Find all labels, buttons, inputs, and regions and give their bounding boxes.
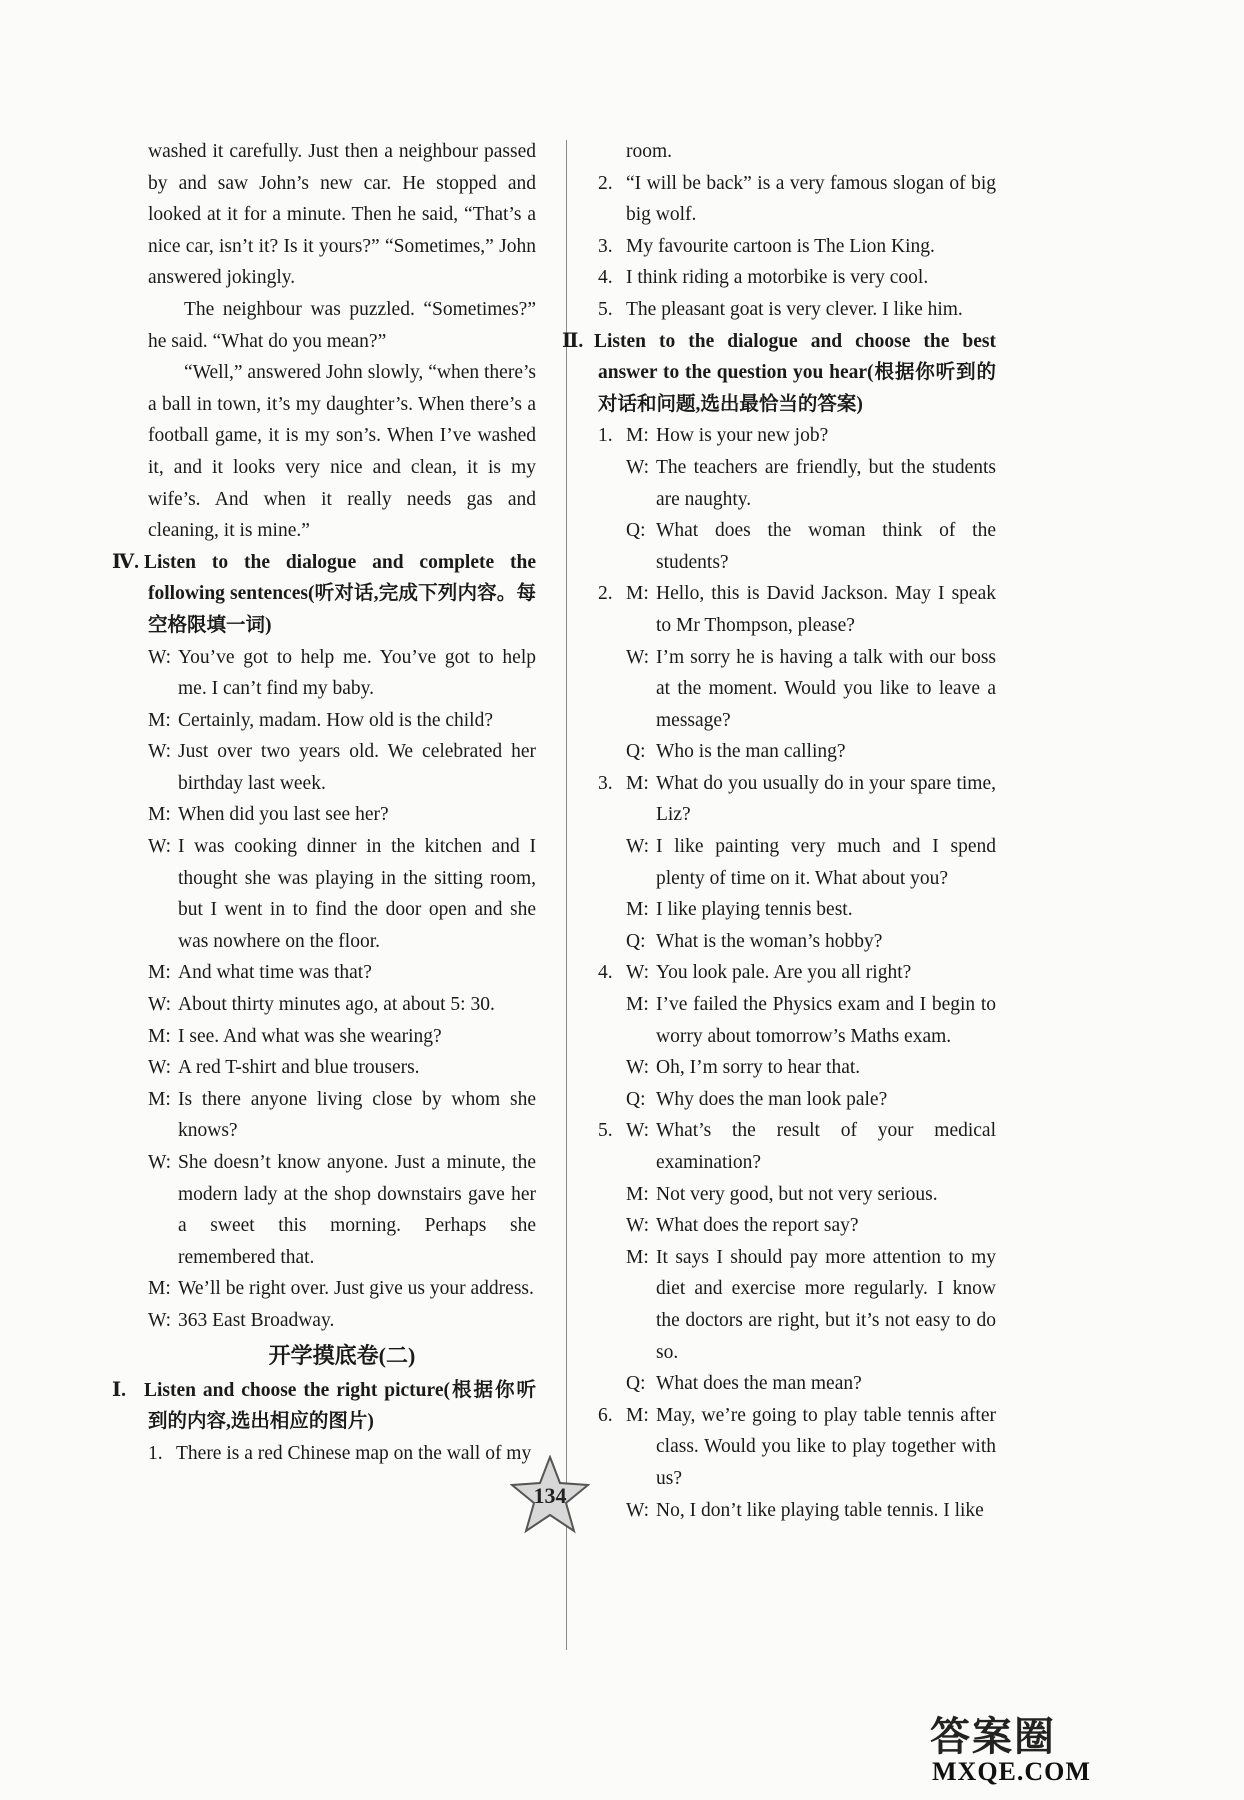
dialogue-line	[598, 515, 996, 578]
speaker-label: M:	[626, 1404, 649, 1426]
dialogue-text: Not very good, but not very serious.	[656, 1183, 938, 1205]
dialogue-line	[598, 420, 996, 452]
dialogue-text: About thirty minutes ago, at about 5: 30.	[178, 994, 495, 1016]
section-4-heading	[112, 547, 536, 642]
dialogue-text: I’ve failed the Physics exam and I begin to worry about tomorrow’s Maths exam.	[656, 994, 996, 1047]
speaker-label: M:	[626, 425, 649, 447]
page-number: 134	[533, 1483, 567, 1508]
speaker-label: W:	[626, 1215, 650, 1237]
dialogue-question	[598, 578, 996, 768]
dialogue-line	[598, 1210, 996, 1242]
speaker-label: W:	[148, 836, 172, 858]
speaker-label: W:	[148, 1057, 172, 1079]
question-number	[598, 989, 626, 1052]
question-number	[598, 1242, 626, 1368]
item-number: 5.	[598, 298, 613, 320]
dialogue-line	[598, 1400, 996, 1495]
dialogue-line	[598, 1115, 996, 1178]
dialogue-text: When did you last see her?	[178, 804, 389, 826]
dialogue-text: What does the man mean?	[656, 1373, 862, 1395]
speaker-label: W:	[626, 962, 650, 984]
section-2-number: Ⅱ.	[562, 330, 584, 352]
section-1-item-1	[148, 1438, 536, 1470]
dialogue-line	[598, 894, 996, 926]
question-number	[598, 926, 626, 958]
speaker-label: W:	[148, 1152, 172, 1173]
dialogue-text: Oh, I’m sorry to hear that.	[656, 1057, 861, 1079]
question-number: 3.	[598, 772, 613, 794]
dialogue-question	[598, 768, 996, 958]
question-number: 2.	[598, 583, 613, 605]
dialogue-line	[148, 989, 536, 1021]
dialogue-line	[598, 957, 996, 989]
speaker-label: M:	[626, 899, 649, 921]
dialogue-line	[598, 1084, 996, 1116]
speaker-label: W:	[626, 456, 650, 478]
speaker-label: W:	[626, 1057, 650, 1079]
right-column	[562, 136, 996, 1526]
question-number: 5.	[598, 1120, 613, 1142]
dialogue-text: What do you usually do in your spare time, Liz?	[656, 772, 996, 826]
question-number	[598, 894, 626, 926]
item-text: There is a red Chinese map on the wall of my	[176, 1442, 532, 1464]
question-number	[598, 736, 626, 768]
dialogue-line	[148, 1084, 536, 1147]
dialogue-text: I like playing tennis best.	[656, 899, 853, 921]
question-number: 1.	[598, 425, 613, 447]
section-1-item	[598, 168, 996, 231]
page-number-badge	[510, 1455, 590, 1535]
speaker-label: M:	[626, 1246, 649, 1268]
speaker-label: W:	[148, 994, 172, 1016]
dialogue-line	[148, 957, 536, 989]
dialogue-text: A red T-shirt and blue trousers.	[178, 1057, 420, 1079]
dialogue-line	[148, 642, 536, 705]
dialogue-text: Just over two years old. We celebrated her birthday last week.	[178, 741, 536, 794]
dialogue-text: What’s the result of your medical examination?	[656, 1120, 996, 1173]
watermark	[930, 1705, 1091, 1795]
question-number	[598, 1052, 626, 1084]
speaker-label: W:	[626, 1499, 650, 1521]
question-number	[598, 831, 626, 894]
section-1-heading	[112, 1375, 536, 1438]
section-4-dialogue	[148, 642, 536, 1337]
dialogue-text: The teachers are friendly, but the students are naughty.	[656, 456, 996, 510]
section-4-number: Ⅳ.	[112, 551, 140, 573]
dialogue-text: What does the report say?	[656, 1215, 859, 1237]
dialogue-line	[148, 705, 536, 737]
speaker-label: W:	[626, 646, 650, 668]
item-text: The pleasant goat is very clever. I like him.	[626, 298, 963, 320]
dialogue-line	[148, 1021, 536, 1053]
section-1-item	[598, 262, 996, 294]
dialogue-line	[148, 736, 536, 799]
item-number: 2.	[598, 172, 613, 194]
question-number	[598, 452, 626, 515]
dialogue-line	[148, 799, 536, 831]
story-paragraph-3: “Well,” answered John slowly, “when there’s a ball in town, it’s my daughter’s. When there’s a football game, it is my son’s. When I’ve washed it, and it looks very nice and clean, it is my wife’s. And when it really needs gas and cleaning, it is mine.”	[148, 362, 536, 542]
item-number: 3.	[598, 235, 613, 257]
speaker-label: W:	[148, 741, 172, 763]
column-divider	[566, 140, 567, 1650]
dialogue-question	[598, 420, 996, 578]
speaker-label: Q:	[626, 741, 646, 763]
speaker-label: M:	[148, 962, 171, 984]
dialogue-line	[598, 578, 996, 641]
speaker-label: M:	[626, 1183, 649, 1205]
question-number: 6.	[598, 1404, 613, 1426]
watermark-line-1: 答案圈	[930, 1714, 1056, 1759]
paper-title: 开学摸底卷(二)	[268, 1342, 416, 1368]
speaker-label: M:	[148, 1088, 171, 1110]
speaker-label: Q:	[626, 1373, 646, 1395]
section-2-dialogues	[598, 420, 996, 1526]
dialogue-line	[598, 1368, 996, 1400]
item-text: I think riding a motorbike is very cool.	[626, 267, 929, 289]
speaker-label: M:	[148, 804, 171, 826]
dialogue-line	[598, 736, 996, 768]
dialogue-text: I’m sorry he is having a talk with our boss at the moment. Would you like to leave a message?	[656, 646, 996, 731]
dialogue-line	[148, 1147, 536, 1273]
section-2-title: Listen to the dialogue and choose the best answer to the question you hear(根据你听到的对话和问题,选出最恰当的答案)	[594, 330, 996, 415]
dialogue-line	[598, 926, 996, 958]
dialogue-line	[148, 1273, 536, 1305]
dialogue-line	[598, 1242, 996, 1368]
speaker-label: M:	[148, 1025, 171, 1047]
dialogue-line	[148, 831, 536, 957]
dialogue-question	[598, 1115, 996, 1399]
dialogue-text: Why does the man look pale?	[656, 1088, 888, 1110]
section-1-title: Listen and choose the right picture(根据你听到的内容,选出相应的图片)	[144, 1379, 536, 1433]
question-number	[598, 1368, 626, 1400]
question-number	[598, 1084, 626, 1116]
dialogue-text: I was cooking dinner in the kitchen and I thought she was playing in the sitting room, but I went in to find the door open and she was nowhere on the floor.	[178, 836, 536, 952]
item-number: 1.	[148, 1442, 163, 1464]
dialogue-line	[598, 989, 996, 1052]
dialogue-question	[598, 1400, 996, 1526]
question-number	[598, 1210, 626, 1242]
dialogue-text: It says I should pay more attention to my diet and exercise more regularly. I know the doctors are right, but it’s not easy to do so.	[656, 1246, 996, 1363]
item-text: room.	[626, 141, 673, 162]
question-number	[598, 515, 626, 578]
dialogue-line	[598, 452, 996, 515]
section-1-item	[598, 231, 996, 263]
dialogue-line	[598, 642, 996, 737]
dialogue-line	[598, 1052, 996, 1084]
speaker-label: W:	[148, 1309, 172, 1331]
dialogue-text: What does the woman think of the students?	[656, 520, 996, 573]
speaker-label: Q:	[626, 520, 646, 542]
dialogue-text: What is the woman’s hobby?	[656, 930, 883, 952]
dialogue-line	[148, 1305, 536, 1337]
dialogue-line	[598, 1179, 996, 1211]
item-text: My favourite cartoon is The Lion King.	[626, 235, 935, 257]
dialogue-line	[598, 1495, 996, 1527]
dialogue-text: We’ll be right over. Just give us your address.	[178, 1278, 534, 1300]
question-number	[598, 1495, 626, 1527]
speaker-label: M:	[148, 709, 171, 731]
dialogue-text: How is your new job?	[656, 425, 829, 447]
question-number: 4.	[598, 962, 613, 984]
question-number	[598, 1179, 626, 1211]
story-paragraph-2: The neighbour was puzzled. “Sometimes?” he said. “What do you mean?”	[148, 298, 536, 352]
section-2-heading	[562, 326, 996, 421]
story-paragraph-1: washed it carefully. Just then a neighbour passed by and saw John’s new car. He stopped and looked at it for a minute. Then he said, “That’s a nice car, isn’t it? Is it yours?” “Sometimes,” John answered jokingly.	[148, 141, 536, 289]
dialogue-text: No, I don’t like playing table tennis. I like	[656, 1499, 984, 1521]
dialogue-text: May, we’re going to play table tennis after class. Would you like to play together with us?	[656, 1404, 996, 1489]
dialogue-line	[598, 831, 996, 894]
speaker-label: W:	[626, 836, 650, 858]
dialogue-text: Hello, this is David Jackson. May I speak to Mr Thompson, please?	[656, 583, 996, 636]
watermark-line-2: MXQE.COM	[932, 1757, 1091, 1786]
speaker-label: Q:	[626, 930, 646, 952]
item-text: “I will be back” is a very famous slogan of big big wolf.	[626, 172, 996, 226]
dialogue-text: I like painting very much and I spend plenty of time on it. What about you?	[656, 836, 996, 889]
section-1-items	[598, 168, 996, 326]
speaker-label: M:	[626, 994, 649, 1016]
section-1-item	[598, 294, 996, 326]
dialogue-text: You look pale. Are you all right?	[656, 962, 912, 984]
dialogue-line	[598, 768, 996, 831]
dialogue-text: Who is the man calling?	[656, 741, 846, 763]
question-number	[598, 642, 626, 737]
dialogue-text: And what time was that?	[178, 962, 372, 984]
item-number: 4.	[598, 267, 613, 289]
section-1-number: Ⅰ.	[112, 1379, 126, 1401]
speaker-label: W:	[626, 1120, 650, 1142]
dialogue-text: You’ve got to help me. You’ve got to help me. I can’t find my baby.	[178, 646, 536, 700]
dialogue-text: I see. And what was she wearing?	[178, 1025, 442, 1047]
speaker-label: W:	[148, 646, 172, 668]
dialogue-text: 363 East Broadway.	[178, 1309, 335, 1331]
dialogue-question	[598, 957, 996, 1115]
left-column	[112, 136, 536, 1469]
speaker-label: M:	[626, 583, 649, 605]
section-1-item-1-continued	[598, 136, 996, 168]
dialogue-text: Is there anyone living close by whom she knows?	[178, 1088, 536, 1142]
speaker-label: M:	[148, 1278, 171, 1300]
section-4-title: Listen to the dialogue and complete the following sentences(听对话,完成下列内容。每空格限填一词)	[144, 551, 536, 636]
speaker-label: M:	[626, 772, 649, 794]
speaker-label: Q:	[626, 1088, 646, 1110]
dialogue-line	[148, 1052, 536, 1084]
dialogue-text: Certainly, madam. How old is the child?	[178, 709, 493, 731]
dialogue-text: She doesn’t know anyone. Just a minute, the modern lady at the shop downstairs gave her a sweet this morning. Perhaps she remembered that.	[178, 1152, 536, 1268]
